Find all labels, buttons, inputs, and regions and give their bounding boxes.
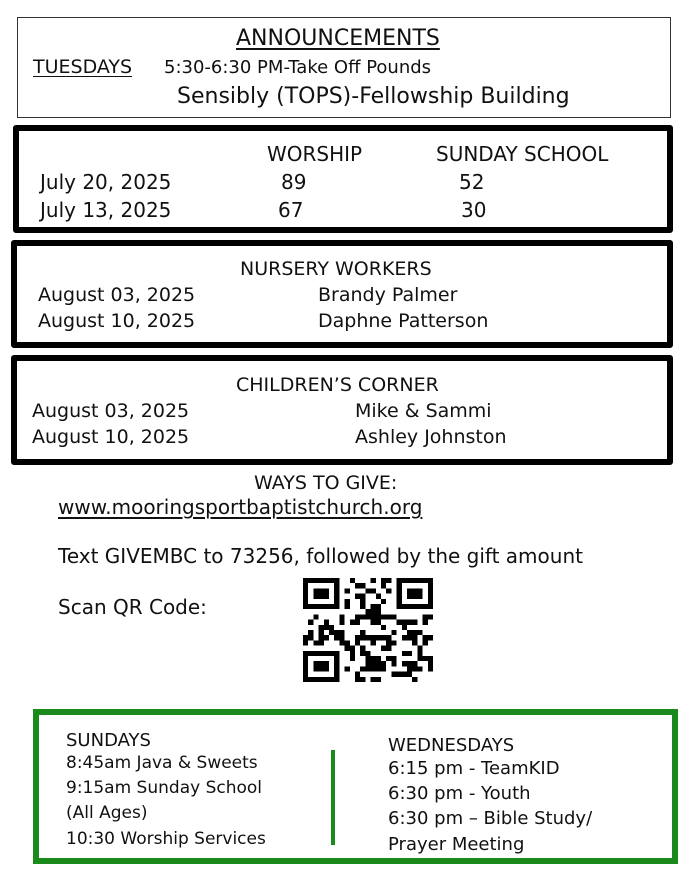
childrens-corner-title: CHILDREN’S CORNER — [236, 374, 439, 396]
wednesdays-title: WEDNESDAYS — [388, 735, 515, 756]
sundays-item: (All Ages) — [66, 803, 148, 823]
announcements-title: ANNOUNCEMENTS — [236, 26, 440, 51]
sundays-item: 9:15am Sunday School — [66, 778, 263, 798]
nursery-row-name: Brandy Palmer — [318, 284, 458, 306]
attendance-row-date: July 20, 2025 — [40, 170, 172, 194]
childrens-corner-row-date: August 10, 2025 — [32, 426, 190, 448]
sundays-item: 10:30 Worship Services — [66, 829, 266, 849]
wednesdays-item: Prayer Meeting — [388, 834, 525, 855]
attendance-row-date: July 13, 2025 — [40, 198, 172, 222]
nursery-title: NURSERY WORKERS — [240, 258, 432, 280]
nursery-row-name: Daphne Patterson — [318, 310, 489, 332]
announcements-line1: 5:30-6:30 PM-Take Off Pounds — [164, 57, 432, 78]
attendance-row-worship: 67 — [278, 198, 304, 222]
childrens-corner-row-name: Mike & Sammi — [355, 400, 492, 422]
childrens-corner-row-date: August 03, 2025 — [32, 400, 190, 422]
schedule-divider — [331, 750, 335, 845]
childrens-corner-row-name: Ashley Johnston — [355, 426, 507, 448]
announcements-day: TUESDAYS — [33, 56, 133, 78]
qr-code[interactable] — [303, 578, 433, 682]
giving-website-link[interactable]: www.mooringsportbaptistchurch.org — [58, 495, 423, 519]
wednesdays-item: 6:15 pm - TeamKID — [388, 758, 560, 779]
giving-text-instruction: Text GIVEMBC to 73256, followed by the gift amount — [58, 544, 583, 568]
attendance-row-sunday-school: 30 — [461, 198, 487, 222]
attendance-row-sunday-school: 52 — [459, 170, 485, 194]
sundays-item: 8:45am Java & Sweets — [66, 753, 258, 773]
wednesdays-item: 6:30 pm – Bible Study/ — [388, 808, 593, 829]
nursery-row-date: August 03, 2025 — [38, 284, 196, 306]
attendance-header-worship: WORSHIP — [267, 142, 363, 166]
nursery-row-date: August 10, 2025 — [38, 310, 196, 332]
wednesdays-item: 6:30 pm - Youth — [388, 783, 531, 804]
giving-title: WAYS TO GIVE: — [254, 472, 398, 494]
giving-qr-label: Scan QR Code: — [58, 595, 207, 619]
announcements-line2: Sensibly (TOPS)-Fellowship Building — [177, 84, 570, 109]
attendance-row-worship: 89 — [281, 170, 307, 194]
sundays-title: SUNDAYS — [66, 730, 151, 751]
attendance-header-sunday-school: SUNDAY SCHOOL — [436, 142, 609, 166]
